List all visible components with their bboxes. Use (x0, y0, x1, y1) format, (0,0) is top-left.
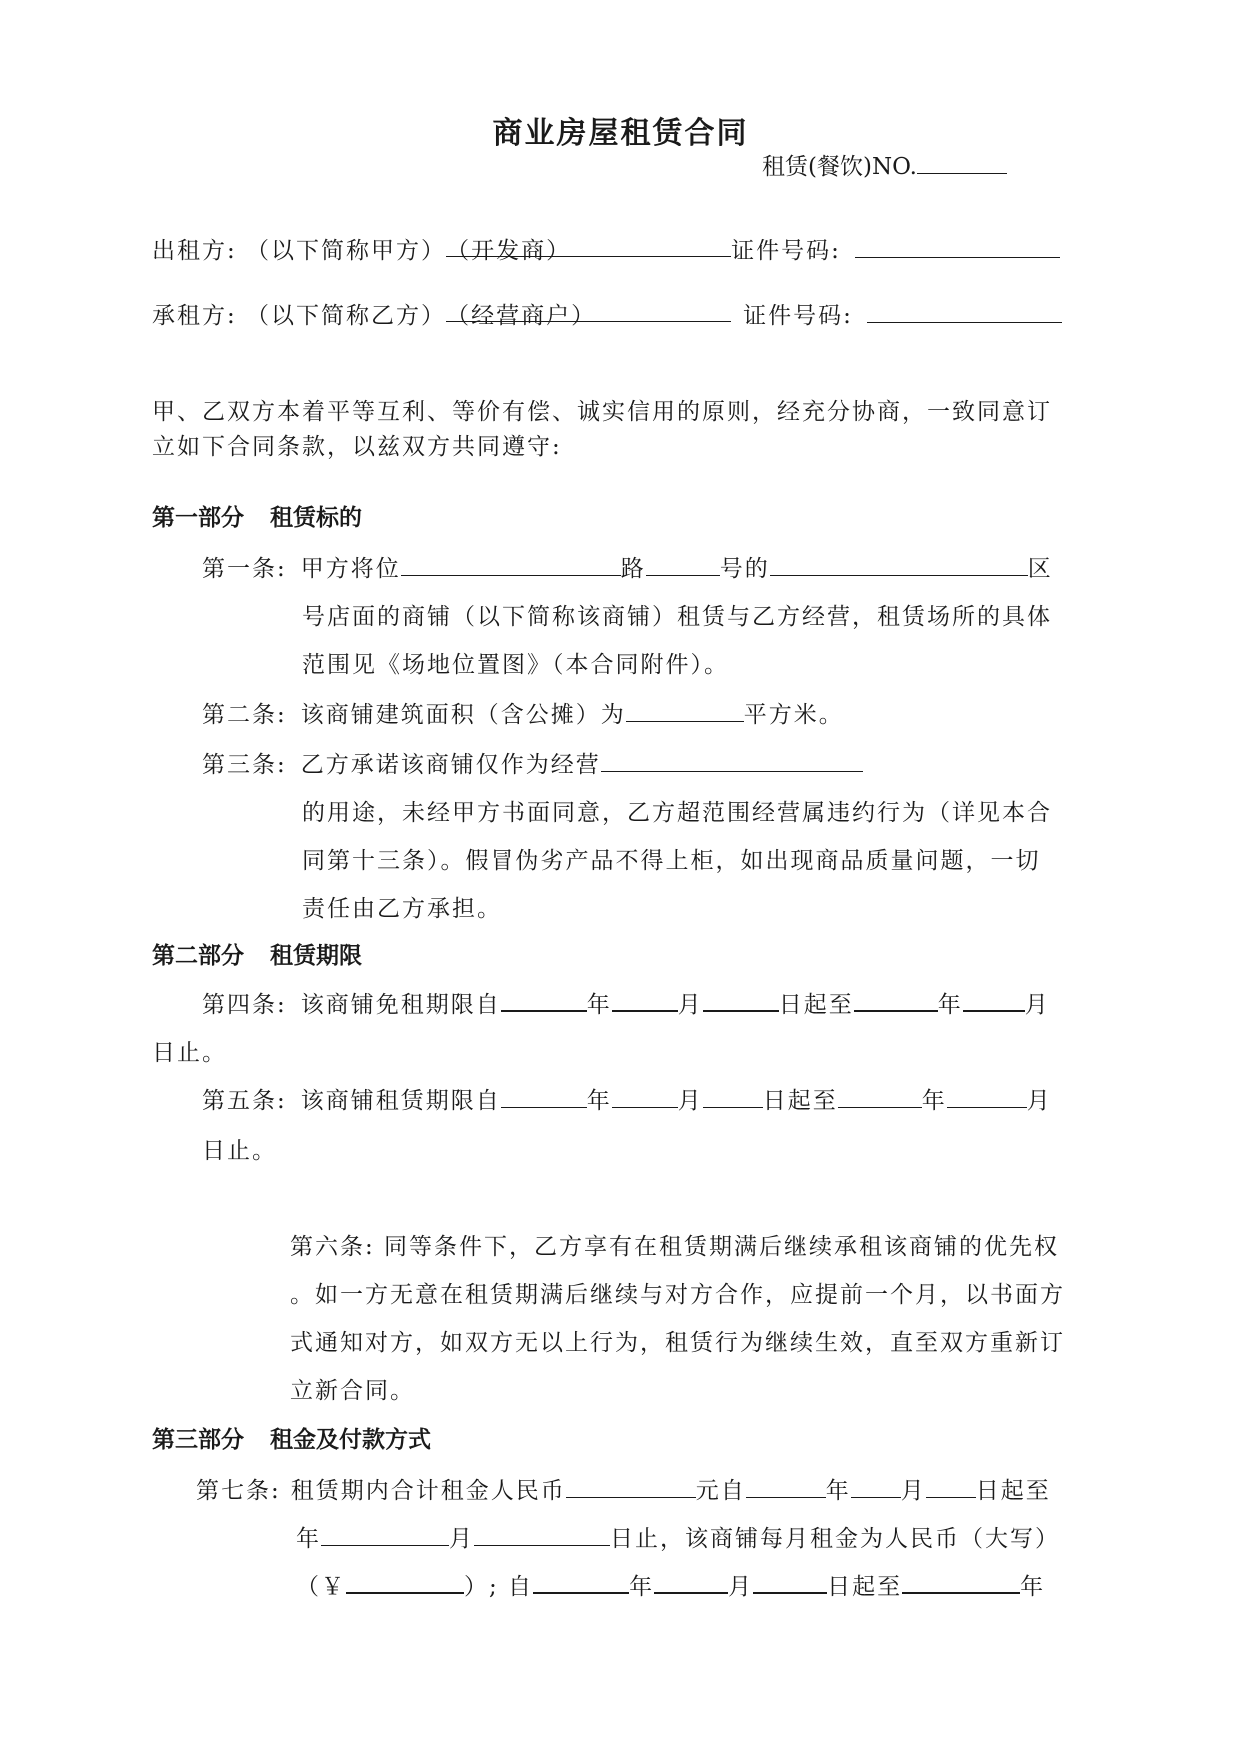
article-7-l3-open: （￥ (296, 1574, 346, 1600)
article-1-text-d: 区 (1027, 556, 1053, 582)
term-start-day-field[interactable] (703, 1083, 763, 1108)
article-7-l2-year: 年 (296, 1526, 321, 1552)
article-7-year: 年 (825, 1478, 851, 1504)
article-7-line-1 (196, 1472, 1051, 1505)
preamble-line-2: 立如下合同条款，以兹双方共同遵守: (152, 434, 562, 460)
lessee-id-label: 证件号码: (743, 303, 853, 329)
part3-heading (152, 1421, 431, 1454)
lessee-name-field[interactable] (446, 297, 731, 329)
article-5-line-2: 日止。 (202, 1138, 277, 1164)
article-1-text-c: 号的 (719, 556, 770, 582)
article-3-line-2: 的用途，未经甲方书面同意，乙方超范围经营属违约行为（详见本合 (302, 800, 1052, 826)
article-7-text-a: 租赁期内合计租金人民币 (290, 1478, 566, 1504)
part2-heading (152, 937, 362, 970)
lessor-row (152, 232, 1060, 265)
article-3-line-3: 同第十三条）。假冒伪劣产品不得上柜，如出现商品质量问题，一切 (302, 848, 1041, 874)
article-5-year-2: 年 (921, 1088, 947, 1114)
article-4-day-from: 日起至 (778, 992, 854, 1018)
article-4-line-2: 日止。 (152, 1040, 227, 1066)
rent-start-day-field[interactable] (926, 1473, 976, 1498)
article-5-month: 月 (677, 1088, 703, 1114)
article-7-line-2 (296, 1520, 1060, 1553)
lessor-id-field[interactable] (855, 233, 1060, 258)
article-7-day-from: 日起至 (975, 1478, 1051, 1504)
lessee-label: 承租方: （以下简称乙方） (152, 303, 447, 329)
lease-number-label: 租赁(餐饮)NO. (762, 154, 917, 180)
article-2-text-a: 该商铺建筑面积（含公摊）为 (300, 702, 626, 728)
term-end-month-field[interactable] (947, 1083, 1027, 1108)
article-7-l3-year-2: 年 (1020, 1574, 1046, 1600)
lessor-id-label: 证件号码: (731, 238, 841, 264)
article-5-line-1 (202, 1082, 1052, 1115)
article-2-text-b: 平方米。 (743, 702, 844, 728)
lessor-name: （开发商） (446, 238, 572, 264)
lessee-id-field[interactable] (867, 298, 1062, 323)
article-1-line-3: 范围见《场地位置图》（本合同附件）。 (302, 652, 729, 678)
number-field[interactable] (646, 551, 720, 576)
article-7-text-b: 元自 (695, 1478, 746, 1504)
article-5-month-2: 月 (1026, 1088, 1052, 1114)
term-start-year-field[interactable] (501, 1083, 587, 1108)
part2-title: 租赁期限 (270, 942, 362, 969)
article-6-line-4: 立新合同。 (290, 1378, 415, 1404)
free-start-year-field[interactable] (501, 986, 587, 1012)
article-2 (202, 696, 844, 729)
lessee-row (152, 297, 1062, 330)
period-start-month-field[interactable] (654, 1568, 728, 1594)
article-3-line-1 (202, 746, 863, 779)
article-1-text-b: 路 (620, 556, 646, 582)
period-end-year-field[interactable] (902, 1568, 1020, 1594)
article-4-month-2: 月 (1024, 992, 1050, 1018)
article-4-month: 月 (677, 992, 703, 1018)
area-name-field[interactable] (770, 551, 1028, 576)
article-7-label: 第七条: (196, 1478, 281, 1504)
article-1-line-2: 号店面的商铺（以下简称该商铺）租赁与乙方经营，租赁场所的具体 (302, 604, 1052, 630)
article-4-year: 年 (586, 992, 612, 1018)
article-1-label: 第一条: (202, 556, 287, 582)
article-7-line-3 (296, 1568, 1045, 1601)
part1-number: 第一部分 (152, 504, 244, 531)
article-3-label: 第三条: (202, 752, 287, 778)
lease-number-field[interactable] (917, 149, 1007, 174)
article-4-text-a: 该商铺免租期限自 (300, 992, 501, 1018)
part3-title: 租金及付款方式 (270, 1426, 431, 1453)
article-3-line-4: 责任由乙方承担。 (302, 896, 502, 922)
article-7-month: 月 (900, 1478, 926, 1504)
article-7-l3-day-from: 日起至 (827, 1574, 903, 1600)
part1-title: 租赁标的 (270, 504, 362, 531)
article-5-text-a: 该商铺租赁期限自 (300, 1088, 501, 1114)
article-7-l3-year: 年 (629, 1574, 655, 1600)
article-1-text-a: 甲方将位 (300, 556, 401, 582)
free-end-year-field[interactable] (854, 986, 938, 1012)
article-2-label: 第二条: (202, 702, 287, 728)
period-start-year-field[interactable] (533, 1568, 629, 1594)
article-6-line-1: 第六条: 同等条件下，乙方享有在租赁期满后继续承租该商铺的优先权 (290, 1234, 1060, 1260)
preamble-line-1: 甲、乙双方本着平等互利、等价有偿、诚实信用的原则，经充分协商，一致同意订 (152, 399, 1052, 425)
article-4-label: 第四条: (202, 992, 287, 1018)
free-start-month-field[interactable] (612, 986, 678, 1012)
term-end-year-field[interactable] (838, 1083, 922, 1108)
article-6-line-3: 式通知对方，如双方无以上行为，租赁行为继续生效，直至双方重新订 (290, 1330, 1065, 1356)
part3-number: 第三部分 (152, 1426, 244, 1453)
lessor-label: 出租方: （以下简称甲方） (152, 238, 447, 264)
free-start-day-field[interactable] (703, 986, 779, 1012)
rent-start-month-field[interactable] (851, 1473, 901, 1498)
business-use-field[interactable] (601, 747, 863, 772)
article-3-text-a: 乙方承诺该商铺仅作为经营 (300, 752, 601, 778)
term-start-month-field[interactable] (612, 1083, 678, 1108)
article-5-label: 第五条: (202, 1088, 287, 1114)
part2-number: 第二部分 (152, 942, 244, 969)
lessee-name: （经营商户） (446, 303, 597, 329)
article-6-line-2: 。如一方无意在租赁期满后继续与对方合作，应提前一个月，以书面方 (290, 1282, 1065, 1308)
road-field[interactable] (401, 551, 621, 576)
lease-number (762, 148, 1007, 181)
article-5-day-from: 日起至 (762, 1088, 838, 1114)
period-start-day-field[interactable] (753, 1568, 827, 1594)
free-end-month-field[interactable] (963, 986, 1025, 1012)
rent-start-year-field[interactable] (746, 1473, 826, 1498)
article-7-l3-month: 月 (728, 1574, 754, 1600)
monthly-rent-amount-field[interactable] (346, 1568, 464, 1594)
rent-end-month-field[interactable] (321, 1521, 449, 1546)
article-7-l2-text: 日止，该商铺每月租金为人民币（大写） (610, 1526, 1060, 1552)
article-5-year: 年 (586, 1088, 612, 1114)
article-1-line-1 (202, 550, 1053, 583)
article-4-year-2: 年 (937, 992, 963, 1018)
total-rent-field[interactable] (566, 1473, 696, 1498)
article-4-line-1 (202, 986, 1050, 1019)
document-title: 商业房屋租赁合同 (492, 116, 749, 151)
floor-area-field[interactable] (626, 697, 744, 722)
article-7-l3-close: ）; 自 (464, 1574, 534, 1600)
article-7-l2-month: 月 (449, 1526, 474, 1552)
part1-heading (152, 499, 362, 532)
rent-end-day-field[interactable] (474, 1521, 610, 1546)
lessor-name-field[interactable] (446, 232, 731, 264)
